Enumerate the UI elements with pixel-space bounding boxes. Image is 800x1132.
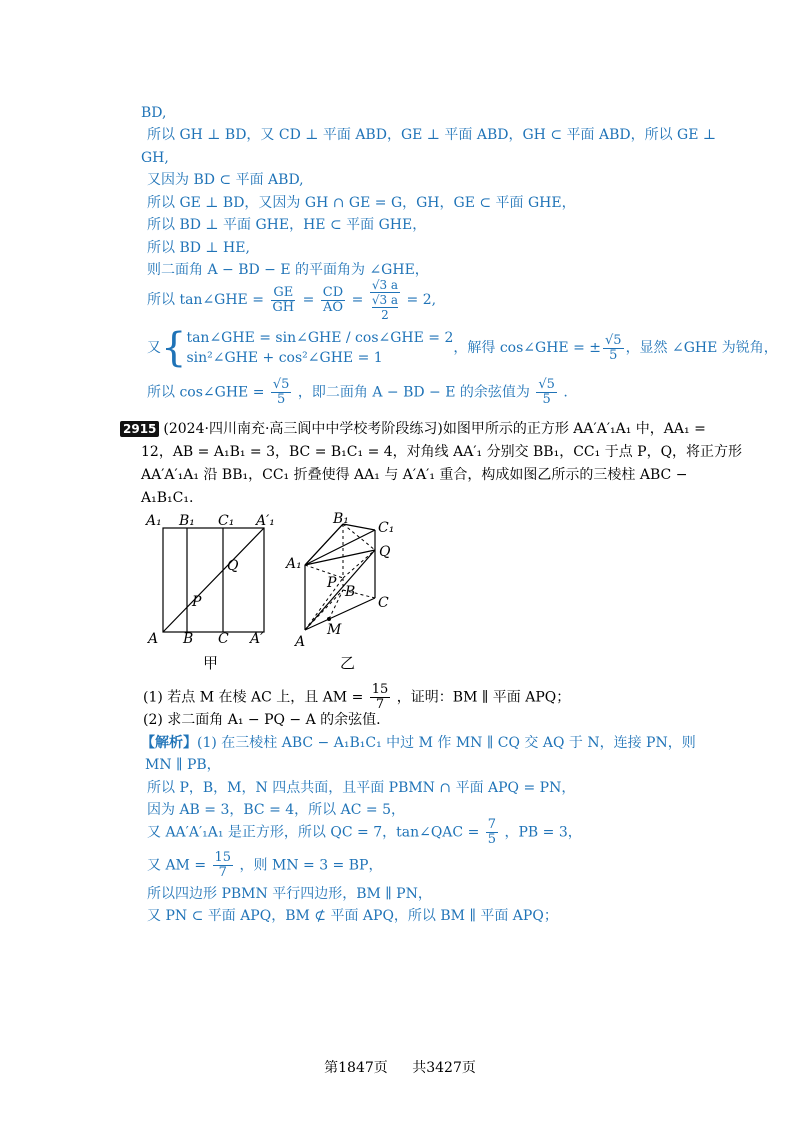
solution-line: 所以四边形 PBMN 平行四边形，BM ∥ PN，: [147, 886, 432, 902]
label-B: B: [345, 584, 356, 600]
solution-line: 又 PN ⊂ 平面 APQ，BM ⊄ 平面 APQ，所以 BM ∥ 平面 APQ；: [147, 908, 558, 924]
label-B: B: [183, 631, 194, 645]
page-footer: [0, 1057, 800, 1077]
solution-line: 所以 GH ⊥ BD，又 CD ⊥ 平面 ABD，GE ⊥ 平面 ABD，GH ⊂ 平面 ABD，所以 GE ⊥: [147, 127, 717, 143]
question-1: (1) 若点 M 在棱 AC 上，且 AM = $\frac{15}{7}$ ，证明：BM ∥ 平面 APQ；: [143, 682, 571, 712]
solution-line: MN ∥ PB，: [145, 757, 221, 773]
label-P: P: [327, 575, 337, 591]
label-P: P: [192, 594, 202, 610]
solution-line: BD,: [141, 105, 167, 121]
solution-line: 则二面角 A − BD − E 的平面角为 ∠GHE，: [147, 262, 429, 278]
label-A1: A₁: [146, 513, 162, 529]
solution-line: GH,: [141, 150, 169, 166]
question-2: (2) 求二面角 A₁ − PQ − A 的余弦值.: [143, 712, 381, 728]
label-Q: Q: [379, 544, 391, 560]
label-A1p: A′₁: [256, 513, 275, 529]
solution-line: 所以 BD ⊥ 平面 GHE，HE ⊂ 平面 GHE，: [147, 217, 427, 233]
label-A: A: [295, 634, 306, 650]
problem-line: 12，AB = A₁B₁ = 3，BC = B₁C₁ = 4，对角线 AA′₁ 分别交 BB₁，CC₁ 于点 P，Q，将正方形: [141, 444, 743, 460]
figure-square: [140, 510, 275, 645]
cos-result: 所以 cos∠GHE = $\frac{√5}{5}$ ，即二面角 A − BD − E 的余弦值为 $\frac{√5}{5}$ .: [147, 377, 568, 407]
problem-number-badge: 2915: [120, 421, 159, 437]
solution-line: 【解析】(1) 在三棱柱 ABC − A₁B₁C₁ 中过 M 作 MN ∥ CQ 交 AQ 于 N，连接 PN，则: [141, 735, 696, 751]
label-C: C: [218, 631, 229, 645]
tan-equation: 所以 tan∠GHE = $\frac{GE}{GH}$ = $\frac{CD}{AO}$ = $\frac{√3 a}{\frac{√3 a}{2}}$ = 2,: [147, 278, 437, 322]
figure-prism: [285, 510, 410, 650]
problem-line: AA′A′₁A₁ 沿 BB₁，CC₁ 折叠使得 AA₁ 与 A′A′₁ 重合，构成如图乙所示的三棱柱 ABC −: [141, 467, 688, 483]
solution-line: 因为 AB = 3，BC = 4，所以 AC = 5，: [147, 802, 405, 818]
solution-line: 所以 P，B，M，N 四点共面，且平面 PBMN ∩ 平面 APQ = PN，: [147, 780, 576, 796]
solution-line: 又 AM = $\frac{15}{7}$ ，则 MN = 3 = BP，: [147, 850, 383, 880]
label-C1: C₁: [218, 513, 235, 529]
solution-line: 所以 GE ⊥ BD，又因为 GH ∩ GE = G，GH，GE ⊂ 平面 GHE，: [147, 195, 576, 211]
solution-line: 又因为 BD ⊂ 平面 ABD,: [147, 172, 304, 188]
problem-line: 2915 (2024·四川南充·高三阆中中学校考阶段练习)如图甲所示的正方形 AA′A′₁A₁ 中，AA₁ =: [120, 420, 706, 438]
solution-line: 又 AA′A′₁A₁ 是正方形，所以 QC = 7，tan∠QAC = $\frac{7}{5}$ ，PB = 3，: [147, 817, 582, 847]
problem-line: A₁B₁C₁.: [141, 490, 194, 506]
label-C: C: [378, 595, 389, 611]
figure-caption-jia: 甲: [203, 654, 219, 672]
page-total: 共3427页: [412, 1060, 476, 1076]
label-B1: B₁: [333, 511, 349, 527]
label-C1: C₁: [378, 520, 395, 536]
system-equation: 又{ tan∠GHE = sin∠GHE / cos∠GHE = 2 sin²∠GHE + cos²∠GHE = 1 ，解得 cos∠GHE = ± $\frac{√5}{5}$ ，显然 ∠GHE 为锐角，: [147, 325, 778, 371]
label-M: M: [327, 622, 342, 638]
label-Ap: A′: [250, 631, 264, 645]
solution-line: 所以 BD ⊥ HE,: [147, 240, 250, 256]
label-A1: A₁: [286, 556, 302, 572]
label-Q: Q: [227, 558, 239, 574]
page-number: 第1847页: [324, 1060, 388, 1076]
figure-caption-yi: 乙: [340, 654, 356, 672]
label-A: A: [148, 631, 159, 645]
label-B1: B₁: [179, 513, 195, 529]
